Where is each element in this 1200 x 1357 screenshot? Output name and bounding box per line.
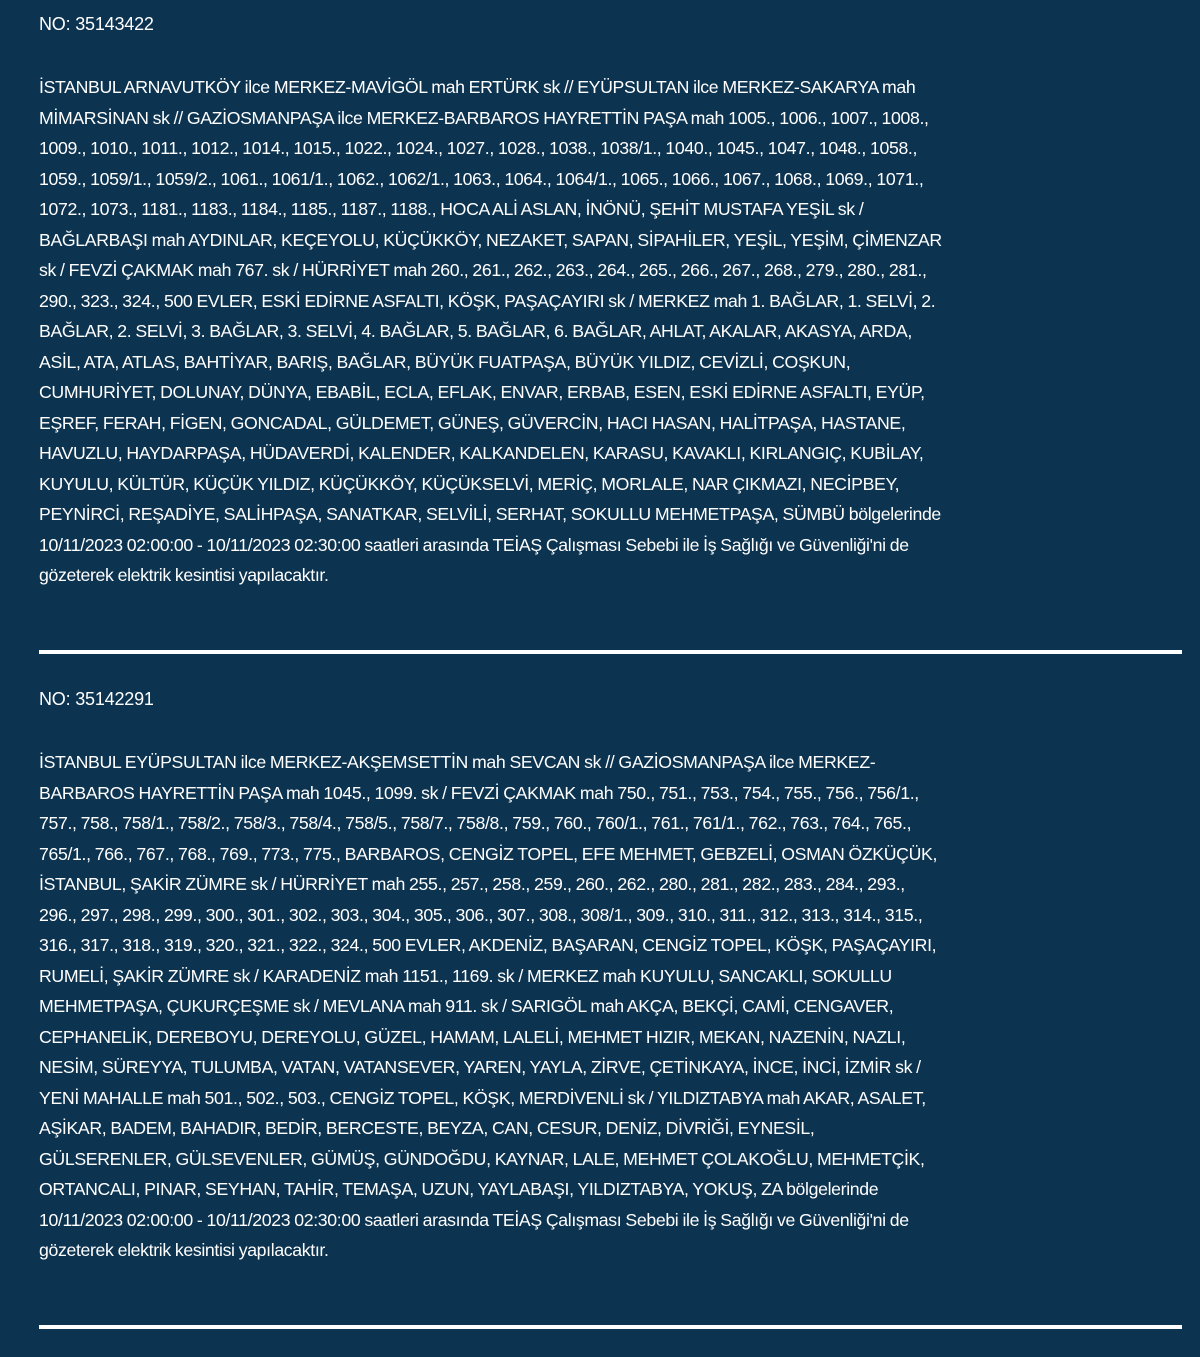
notice-line: ORTANCALI, PINAR, SEYHAN, TAHİR, TEMAŞA, UZUN, YAYLABAŞI, YILDIZTABYA, YOKUŞ, ZA bölgelerinde	[39, 1179, 879, 1199]
notice-line: RUMELİ, ŞAKİR ZÜMRE sk / KARADENİZ mah 1151., 1169. sk / MERKEZ mah KUYULU, SANCAKLI, SOKULLU	[39, 965, 892, 986]
notice-number: NO: 35143422	[39, 14, 154, 34]
notice-body	[39, 72, 1161, 591]
notice-line: MİMARSİNAN sk // GAZİOSMANPAŞA ilce MERKEZ-BARBAROS HAYRETTİN PAŞA mah 1005., 1006., 1007., 1008.,	[39, 107, 929, 128]
notice-line: KUYULU, KÜLTÜR, KÜÇÜK YILDIZ, KÜÇÜKKÖY, KÜÇÜKSELVİ, MERİÇ, MORLALE, NAR ÇIKMAZI, NECİPBEY,	[39, 473, 900, 494]
notice-line: EŞREF, FERAH, FİGEN, GONCADAL, GÜLDEMET, GÜNEŞ, GÜVERCİN, HACI HASAN, HALİTPAŞA, HASTANE,	[39, 412, 906, 433]
notice-line: HAVUZLU, HAYDARPAŞA, HÜDAVERDİ, KALENDER, KALKANDELEN, KARASU, KAVAKLI, KIRLANGIÇ, KUBİLAY,	[39, 443, 924, 463]
notice-line: 296., 297., 298., 299., 300., 301., 302., 303., 304., 305., 306., 307., 308., 308/1., 309., 310., 311., 312., 313., 314., 315.,	[39, 904, 923, 925]
notice-number: NO: 35142291	[39, 689, 154, 709]
notice-body	[39, 747, 1161, 1266]
notice-line: 1072., 1073., 1181., 1183., 1184., 1185., 1187., 1188., HOCA ALİ ASLAN, İNÖNÜ, ŞEHİT MUSTAFA YEŞİL sk /	[39, 199, 864, 219]
notice-line: 10/11/2023 02:00:00 - 10/11/2023 02:30:00 saatleri arasında TEİAŞ Çalışması Sebebi ile İş Sağlığı ve Güvenliği'ni de	[39, 534, 909, 555]
notice-line: sk / FEVZİ ÇAKMAK mah 767. sk / HÜRRİYET mah 260., 261., 262., 263., 264., 265., 266., 267., 268., 279., 280., 281.,	[39, 260, 927, 280]
notice-line: İSTANBUL EYÜPSULTAN ilce MERKEZ-AKŞEMSETTİN mah SEVCAN sk // GAZİOSMANPAŞA ilce MERKEZ-	[39, 752, 876, 772]
notice-line: NESİM, SÜREYYA, TULUMBA, VATAN, VATANSEVER, YAREN, YAYLA, ZİRVE, ÇETİNKAYA, İNCE, İNCİ, İZMİR sk /	[39, 1057, 921, 1077]
outage-notice-2	[39, 688, 1161, 1266]
notice-line: 1059., 1059/1., 1059/2., 1061., 1061/1., 1062., 1062/1., 1063., 1064., 1064/1., 1065., 1066., 1067., 1068., 1069., 1071.,	[39, 168, 924, 189]
notice-line: 290., 323., 324., 500 EVLER, ESKİ EDİRNE ASFALTI, KÖŞK, PAŞAÇAYIRI sk / MERKEZ mah 1. BAĞLAR, 1. SELVİ, 2.	[39, 290, 936, 311]
notice-line: ASİL, ATA, ATLAS, BAHTİYAR, BARIŞ, BAĞLAR, BÜYÜK FUATPAŞA, BÜYÜK YILDIZ, CEVİZLİ, COŞKUN,	[39, 351, 851, 372]
notice-line: BARBAROS HAYRETTİN PAŞA mah 1045., 1099. sk / FEVZİ ÇAKMAK mah 750., 751., 753., 754., 755., 756., 756/1.,	[39, 782, 919, 803]
notice-line: İSTANBUL, ŞAKİR ZÜMRE sk / HÜRRİYET mah 255., 257., 258., 259., 260., 262., 280., 281., 282., 283., 284., 293.,	[39, 874, 905, 894]
notice-line: MEHMETPAŞA, ÇUKURÇEŞME sk / MEVLANA mah 911. sk / SARIGÖL mah AKÇA, BEKÇİ, CAMİ, CENGAVER,	[39, 996, 894, 1016]
notice-line: PEYNİRCİ, REŞADİYE, SALİHPAŞA, SANATKAR, SELVİLİ, SERHAT, SOKULLU MEHMETPAŞA, SÜMBÜ bölgelerinde	[39, 504, 941, 524]
notice-line: BAĞLAR, 2. SELVİ, 3. BAĞLAR, 3. SELVİ, 4. BAĞLAR, 5. BAĞLAR, 6. BAĞLAR, AHLAT, AKALAR, AKASYA, ARDA,	[39, 321, 912, 341]
outage-notice-1	[39, 13, 1161, 591]
notice-line: CUMHURİYET, DOLUNAY, DÜNYA, EBABİL, ECLA, EFLAK, ENVAR, ERBAB, ESEN, ESKİ EDİRNE ASFALTI, EYÜP,	[39, 382, 925, 402]
notice-line: BAĞLARBAŞI mah AYDINLAR, KEÇEYOLU, KÜÇÜKKÖY, NEZAKET, SAPAN, SİPAHİLER, YEŞİL, YEŞİM, ÇİMENZAR	[39, 229, 942, 250]
notice-line: GÜLSERENLER, GÜLSEVENLER, GÜMÜŞ, GÜNDOĞDU, KAYNAR, LALE, MEHMET ÇOLAKOĞLU, MEHMETÇİK,	[39, 1148, 925, 1169]
notice-line: 316., 317., 318., 319., 320., 321., 322., 324., 500 EVLER, AKDENİZ, BAŞARAN, CENGİZ TOPEL, KÖŞK, PAŞAÇAYIRI,	[39, 935, 937, 955]
notice-line: İSTANBUL ARNAVUTKÖY ilce MERKEZ-MAVİGÖL mah ERTÜRK sk // EYÜPSULTAN ilce MERKEZ-SAKARYA mah	[39, 77, 916, 97]
section-divider	[39, 650, 1182, 654]
notice-line: 757., 758., 758/1., 758/2., 758/3., 758/4., 758/5., 758/7., 758/8., 759., 760., 760/1., 761., 761/1., 762., 763., 764., 765.,	[39, 813, 912, 833]
notice-line: AŞİKAR, BADEM, BAHADIR, BEDİR, BERCESTE, BEYZA, CAN, CESUR, DENİZ, DİVRİĞİ, EYNESİL,	[39, 1118, 815, 1138]
notice-line: 765/1., 766., 767., 768., 769., 773., 775., BARBAROS, CENGİZ TOPEL, EFE MEHMET, GEBZELİ, OSMAN ÖZKÜÇÜK,	[39, 843, 938, 864]
notice-line: gözeterek elektrik kesintisi yapılacaktır.	[39, 565, 329, 585]
notice-line: gözeterek elektrik kesintisi yapılacaktır.	[39, 1240, 329, 1260]
notice-line: YENİ MAHALLE mah 501., 502., 503., CENGİZ TOPEL, KÖŞK, MERDİVENLİ sk / YILDIZTABYA mah AKAR, ASALET,	[39, 1087, 926, 1108]
section-divider	[39, 1325, 1182, 1329]
notice-line: 10/11/2023 02:00:00 - 10/11/2023 02:30:00 saatleri arasında TEİAŞ Çalışması Sebebi ile İş Sağlığı ve Güvenliği'ni de	[39, 1209, 909, 1230]
notice-line: CEPHANELİK, DEREBOYU, DEREYOLU, GÜZEL, HAMAM, LALELİ, MEHMET HIZIR, MEKAN, NAZENİN, NAZLI,	[39, 1026, 906, 1047]
notice-line: 1009., 1010., 1011., 1012., 1014., 1015., 1022., 1024., 1027., 1028., 1038., 1038/1., 1040., 1045., 1047., 1048., 1058.,	[39, 138, 918, 158]
